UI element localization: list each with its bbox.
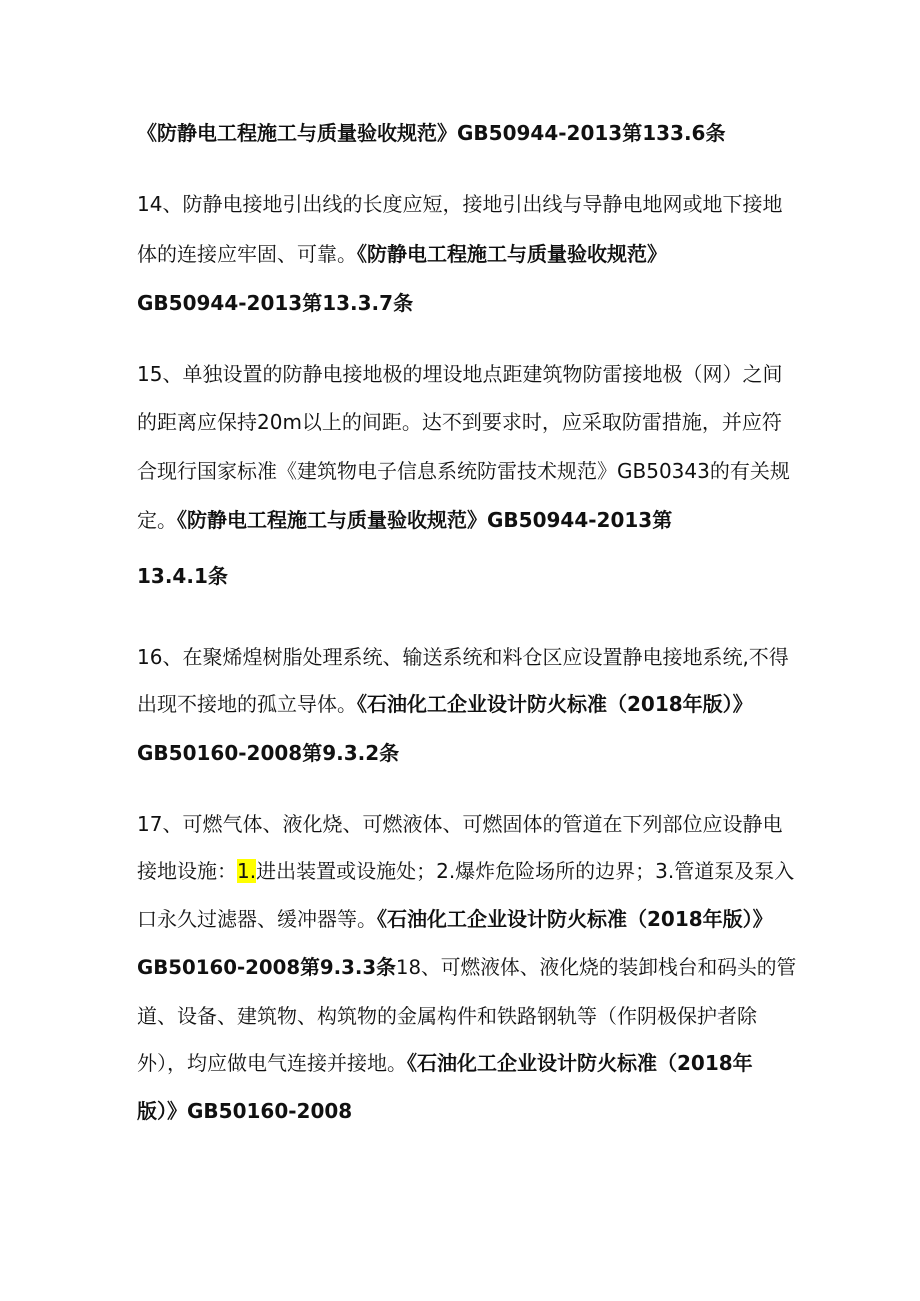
item16-line1-text: 16、在聚烯煌树脂处理系统、输送系统和料仓区应设置静电接地系统,不得 xyxy=(137,645,789,669)
item18-line7 xyxy=(137,1097,797,1125)
item16-line3 xyxy=(137,739,797,767)
item15-line4 xyxy=(137,506,797,534)
item18-line6 xyxy=(137,1049,797,1077)
item18-line4-text: 18、可燃液体、液化烧的装卸栈台和码头的管 xyxy=(395,956,797,979)
highlighted-number: 1. xyxy=(237,859,257,883)
item14-line2-reference: 《防静电工程施工与质量验收规范》 xyxy=(357,242,667,266)
item17-line2 xyxy=(137,857,797,885)
item14-line3-reference: GB50944-2013第13.3.7条 xyxy=(137,291,414,315)
item15-line3-text: 合现行国家标准《建筑物电子信息系统防雷技术规范》GB50343的有关规 xyxy=(137,459,790,483)
item16-line2-reference: 《石油化工企业设计防火标准（2018年版）》 xyxy=(357,692,753,716)
item14-line1 xyxy=(137,190,797,218)
item15-line5-reference: 13.4.1条 xyxy=(137,564,228,588)
item16-line2 xyxy=(137,690,797,718)
item17-line3-reference: 《石油化工企业设计防火标准（2018年版）》 xyxy=(377,907,773,931)
item17-line4-reference: GB50160-2008第9.3.3条 xyxy=(137,956,396,979)
item17-line3-text: 口永久过滤器、缓冲器等。 xyxy=(137,907,377,931)
item18-line5 xyxy=(137,1002,797,1030)
item16-line3-reference: GB50160-2008第9.3.2条 xyxy=(137,741,400,765)
item17-line2-suffix: 进出装置或设施处；2.爆炸危险场所的边界；3.管道泵及泵入 xyxy=(256,859,795,883)
item17-line3 xyxy=(137,905,797,933)
item13-reference xyxy=(137,119,797,147)
item17-line2-prefix: 接地设施： xyxy=(137,859,237,883)
item14-line1-text: 14、防静电接地引出线的长度应短，接地引出线与导静电地网或地下接地 xyxy=(137,192,783,216)
item17-line1 xyxy=(137,810,797,838)
item18-line6-reference: 《石油化工企业设计防火标准（2018年 xyxy=(407,1051,753,1075)
item17-line4 xyxy=(137,954,797,982)
item18-line6-text: 外），均应做电气连接并接地。 xyxy=(137,1051,407,1075)
item15-line1 xyxy=(137,360,797,388)
item18-line5-text: 道、设备、建筑物、构筑物的金属构件和铁路钢轨等（作阴极保护者除 xyxy=(137,1004,757,1028)
item14-line2-text: 体的连接应牢固、可靠。 xyxy=(137,242,357,266)
item14-line2 xyxy=(137,240,797,268)
item15-line5 xyxy=(137,562,797,590)
item13-reference-text: 《防静电工程施工与质量验收规范》GB50944-2013第133.6条 xyxy=(137,121,726,145)
item15-line2-text: 的距离应保持20m以上的间距。达不到要求时，应采取防雷措施，并应符 xyxy=(137,410,782,434)
item15-line3 xyxy=(137,457,797,485)
item16-line1 xyxy=(137,643,797,671)
item15-line4-text: 定。 xyxy=(137,508,177,532)
item14-line3 xyxy=(137,289,797,317)
item17-line1-text: 17、可燃气体、液化烧、可燃液体、可燃固体的管道在下列部位应设静电 xyxy=(137,812,783,836)
item15-line4-reference: 《防静电工程施工与质量验收规范》GB50944-2013第 xyxy=(177,508,673,532)
item16-line2-text: 出现不接地的孤立导体。 xyxy=(137,692,357,716)
item15-line1-text: 15、单独设置的防静电接地极的埋设地点距建筑物防雷接地极（网）之间 xyxy=(137,362,783,386)
item15-line2 xyxy=(137,408,797,436)
item18-line7-reference: 版）》GB50160-2008 xyxy=(137,1099,353,1123)
